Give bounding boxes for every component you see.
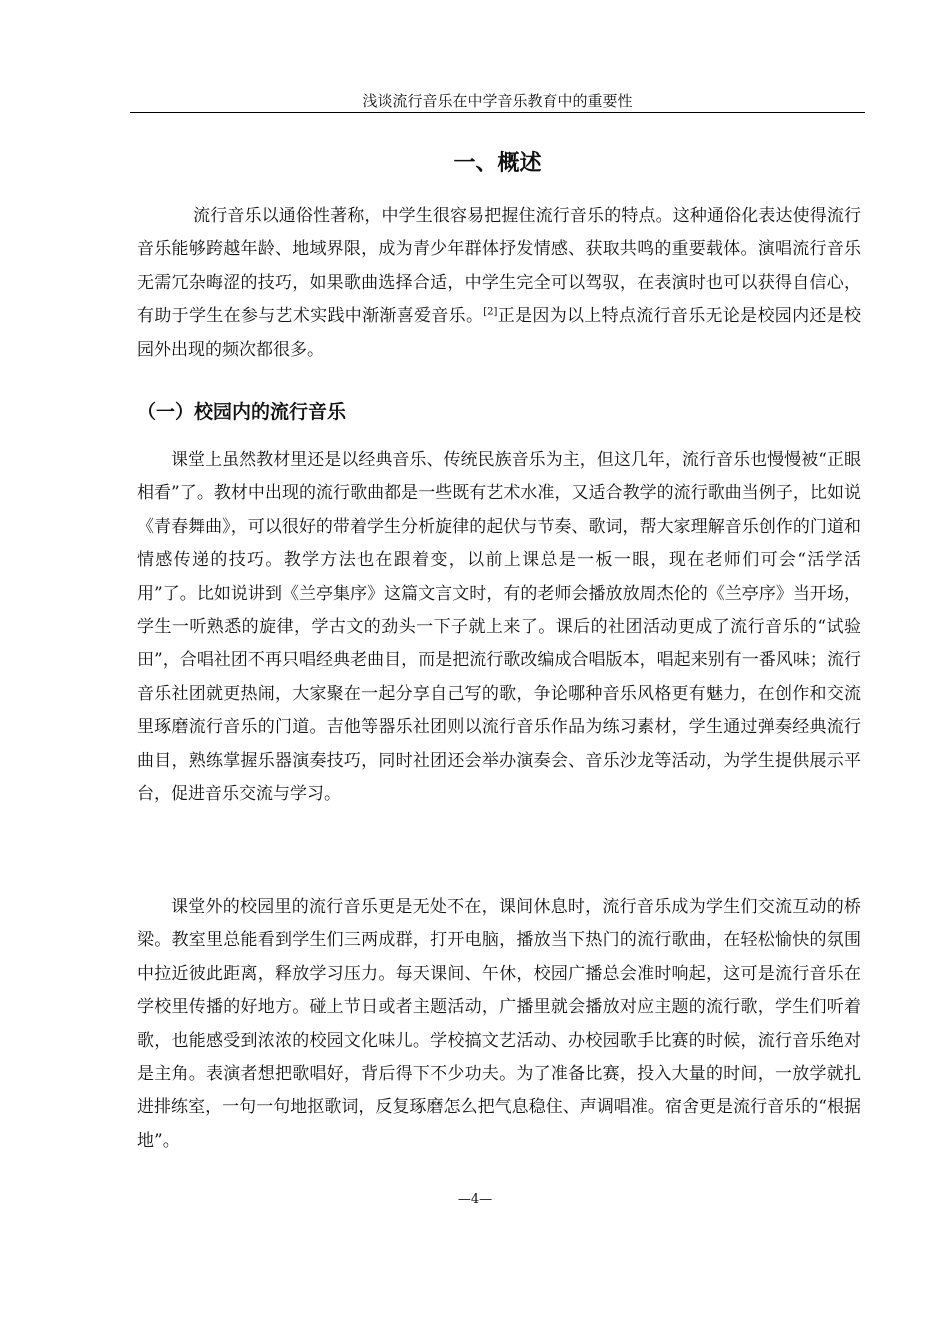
intro-text-part1: 流行音乐以通俗性著称，中学生很容易把握住流行音乐的特点。这种通俗化表达使得流行音乐能够跨越年龄、地域界限，成为青少年群体抒发情感、获取共鸣的重要载体。演唱流行音乐无需冗杂晦涩的技巧，如果歌曲选择合适，中学生完全可以驾驭，在表演时也可以获得自信心，有助于学生在参与艺术实践中渐渐喜爱音乐。 bbox=[137, 206, 861, 327]
citation-marker[interactable]: [2] bbox=[483, 306, 498, 318]
section-heading: （一）校园内的流行音乐 bbox=[137, 401, 347, 423]
chapter-title: 一、概述 bbox=[453, 151, 542, 176]
body-paragraph-1: 课堂上虽然教材里还是以经典音乐、传统民族音乐为主，但这几年，流行音乐也慢慢被“正眼相看”了。教材中出现的流行歌曲都是一些既有艺术水准，又适合教学的流行歌曲当例子，比如说《青春舞曲》，可以很好的带着学生分析旋律的起伏与节奏、歌词，帮大家理解音乐创作的门道和情感传递的技巧。教学方法也在跟着变，以前上课总是一板一眼，现在老师们可会“活学活用”了。比如说讲到《兰亭集序》这篇文言文时，有的老师会播放放周杰伦的《兰亭序》当开场，学生一听熟悉的旋律，学古文的劲头一下子就上来了。课后的社团活动更成了流行音乐的“试验田”，合唱社团不再只唱经典老曲目，而是把流行歌改编成合唱版本，唱起来别有一番风味；流行音乐社团就更热闹，大家聚在一起分享自己写的歌，争论哪种音乐风格更有魅力，在创作和交流里琢磨流行音乐的门道。吉他等器乐社团则以流行音乐作品为练习素材，学生通过弹奏经典流行曲目，熟练掌握乐器演奏技巧，同时社团还会举办演奏会、音乐沙龙等活动，为学生提供展示平台，促进音乐交流与学习。 bbox=[137, 450, 861, 805]
body-paragraph-2: 课堂外的校园里的流行音乐更是无处不在，课间休息时，流行音乐成为学生们交流互动的桥梁。教室里总能看到学生们三两成群，打开电脑，播放当下热门的流行歌曲，在轻松愉快的氛围中拉近彼此距离，释放学习压力。每天课间、午休，校园广播总会准时响起，这可是流行音乐在学校里传播的好地方。碰上节日或者主题活动，广播里就会播放对应主题的流行歌，学生们听着歌，也能感受到浓浓的校园文化味儿。学校搞文艺活动、办校园歌手比赛的时候，流行音乐绝对是主角。表演者想把歌唱好，背后得下不少功夫。为了准备比赛，投入大量的时间，一放学就扎进排练室，一句一句地抠歌词，反复琢磨怎么把气息稳住、声调唱准。宿舍更是流行音乐的“根据地”。 bbox=[137, 897, 861, 1151]
intro-text-part2: 正是因为以上特点流行音乐无论是校园内还是校园外出现的频次都很多。 bbox=[137, 306, 862, 360]
running-header: 浅谈流行音乐在中学音乐教育中的重要性 bbox=[362, 92, 633, 110]
page-number: —4— bbox=[457, 1192, 493, 1207]
header-divider bbox=[130, 112, 865, 113]
intro-paragraph bbox=[137, 200, 861, 367]
